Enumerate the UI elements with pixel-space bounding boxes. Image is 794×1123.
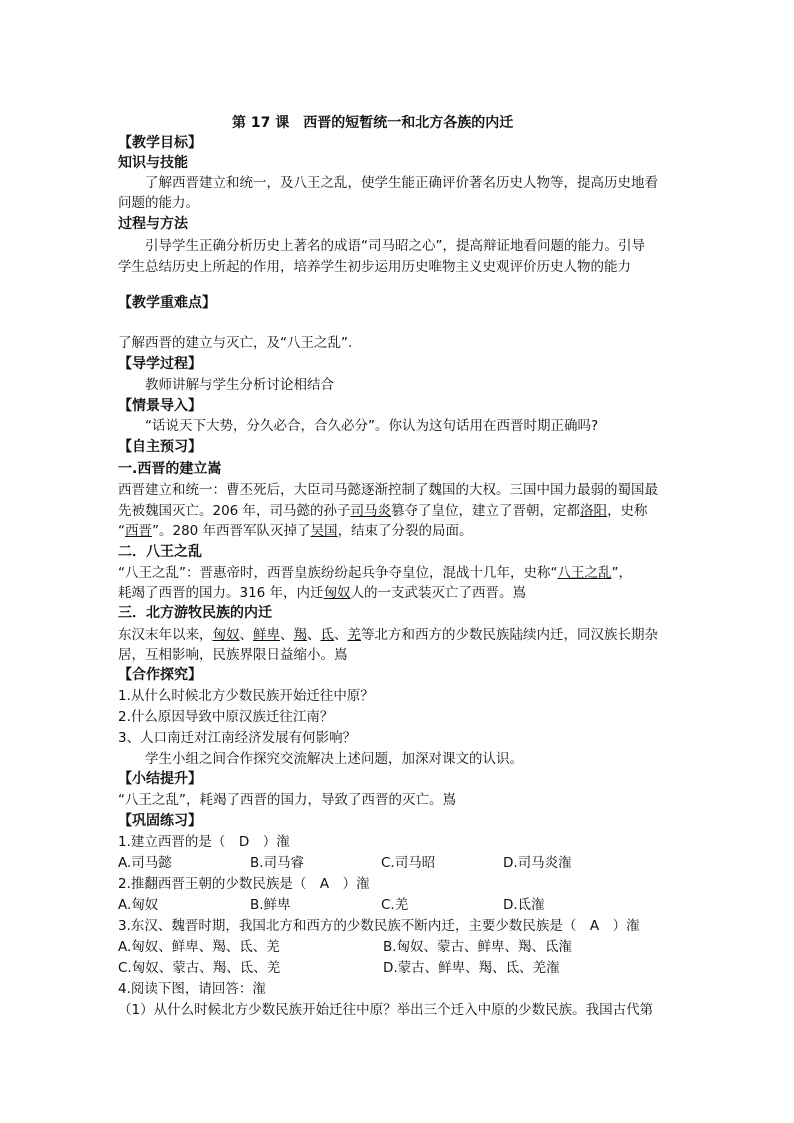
intro-text: “话说天下大势，分久必合，合久必分”。你认为这句话用在西晋时期正确吗? bbox=[145, 418, 599, 434]
practice-q3-option-b: B.匈奴、蒙古、鲜卑、羯、氐潅 bbox=[383, 939, 573, 955]
practice-header: 【巩固练习】 bbox=[118, 813, 202, 829]
practice-q4-sub-1: （1）从什么时候北方少数民族开始迁往中原？举出三个迁入中原的少数民族。我国古代第 bbox=[118, 1002, 654, 1018]
goals-header: 【教学目标】 bbox=[118, 135, 202, 151]
practice-q3-option-a: A.匈奴、鲜卑、羯、氐、羌 bbox=[118, 939, 280, 955]
section-1-heading: 一.西晋的建立嵩 bbox=[118, 461, 222, 477]
practice-q2: 2.推翻西晋王朝的少数民族是（ A ）潅 bbox=[118, 876, 370, 892]
practice-q2-option-b: B.鲜卑 bbox=[250, 897, 291, 913]
eight-kings-term: 八王之乱 bbox=[557, 565, 612, 581]
coop-question-3: 3、人口南迁对江南经济发展有何影响？ bbox=[118, 730, 357, 746]
coop-question-2: 2.什么原因导致中原汉族迁往江南？ bbox=[118, 709, 334, 725]
wu-state-term: 吴国 bbox=[310, 523, 338, 539]
section-3-line-2: 居，互相影响，民族界限日益缩小。嶌 bbox=[118, 647, 348, 663]
section-1-line-3: “西晋”。280 年西晋军队灭掉了吴国，结束了分裂的局面。 bbox=[118, 523, 473, 539]
process-line-2: 学生总结历史上所起的作用，培养学生初步运用历史唯物主义史观评价历史人物的能力 bbox=[118, 259, 631, 275]
sima-yan-term: 司马炎 bbox=[350, 503, 392, 519]
luoyang-term: 洛阳 bbox=[580, 503, 608, 519]
keypoints-header: 【教学重难点】 bbox=[118, 295, 216, 311]
coop-question-1: 1.从什么时候北方少数民族开始迁往中原？ bbox=[118, 688, 374, 704]
practice-q1-option-c: C.司马昭 bbox=[381, 855, 436, 871]
western-jin-term: 西晋 bbox=[125, 523, 152, 539]
keypoints-text: 了解西晋的建立与灭亡，及“八王之乱”. bbox=[118, 335, 353, 351]
intro-header: 【情景导入】 bbox=[118, 398, 202, 414]
knowledge-header: 知识与技能 bbox=[118, 155, 188, 171]
knowledge-line-2: 问题的能力。 bbox=[118, 195, 199, 211]
practice-q2-option-a: A.匈奴 bbox=[118, 897, 159, 913]
practice-q3: 3.东汉、魏晋时期，我国北方和西方的少数民族不断内迁，主要少数民族是（ A ）潅 bbox=[118, 918, 640, 934]
preview-header: 【自主预习】 bbox=[118, 439, 202, 455]
section-1-line-2: 先被魏国灭亡。206 年，司马懿的孙子司马炎篡夺了皇位，建立了晋朝，定都洛阳，史称 bbox=[118, 503, 648, 519]
practice-q3-option-c: C.匈奴、蒙古、羯、氐、羌 bbox=[118, 960, 281, 976]
process-header: 过程与方法 bbox=[118, 216, 188, 232]
practice-q2-option-c: C.羌 bbox=[381, 897, 409, 913]
section-2-line-2: 耗竭了西晋的国力。316 年，内迁匈奴人的一支武装灭亡了西晋。嶌 bbox=[118, 585, 527, 601]
page-title: 第 17 课 西晋的短暂统一和北方各族的内迁 bbox=[232, 115, 514, 131]
practice-q3-option-d: D.蒙古、鲜卑、羯、氐、羌潅 bbox=[383, 960, 560, 976]
practice-q2-option-d: D.氐潅 bbox=[503, 897, 545, 913]
xiongnu-term: 匈奴 bbox=[323, 585, 351, 601]
summary-text: “八王之乱”，耗竭了西晋的国力，导致了西晋的灭亡。嶌 bbox=[118, 792, 456, 808]
knowledge-line-1: 了解西晋建立和统一，及八王之乱，使学生能正确评价著名历史人物等，提高历史地看 bbox=[145, 175, 658, 191]
practice-q1-option-b: B.司马睿 bbox=[250, 855, 305, 871]
section-3-line-1: 东汉末年以来，匈奴、鲜卑、羯、氐、羌等北方和西方的少数民族陆续内迁，同汉族长期杂 bbox=[118, 627, 658, 643]
guide-header: 【导学过程】 bbox=[118, 356, 202, 372]
summary-header: 【小结提升】 bbox=[118, 771, 202, 787]
practice-q4: 4.阅读下图，请回答：潅 bbox=[118, 981, 266, 997]
practice-q1-option-d: D.司马炎潅 bbox=[503, 855, 572, 871]
section-2-line-1: “八王之乱”：晋惠帝时，西晋皇族纷纷起兵争夺皇位，混战十几年，史称“八王之乱”， bbox=[118, 565, 632, 581]
coop-header: 【合作探究】 bbox=[118, 667, 202, 683]
practice-q1: 1.建立西晋的是（ D ）潅 bbox=[118, 834, 290, 850]
process-line-1: 引导学生正确分析历史上著名的成语“司马昭之心”，提高辩证地看问题的能力。引导 bbox=[145, 238, 645, 254]
section-1-line-1: 西晋建立和统一：曹丕死后，大臣司马懿逐渐控制了魏国的大权。三国中国力最弱的蜀国最 bbox=[118, 482, 658, 498]
section-2-heading: 二．八王之乱 bbox=[118, 544, 202, 560]
guide-text: 教师讲解与学生分析讨论相结合 bbox=[145, 377, 334, 393]
section-3-heading: 三．北方游牧民族的内迁 bbox=[118, 605, 272, 621]
practice-q1-option-a: A.司马懿 bbox=[118, 855, 172, 871]
coop-text: 学生小组之间合作探究交流解决上述问题，加深对课文的认识。 bbox=[145, 751, 523, 767]
